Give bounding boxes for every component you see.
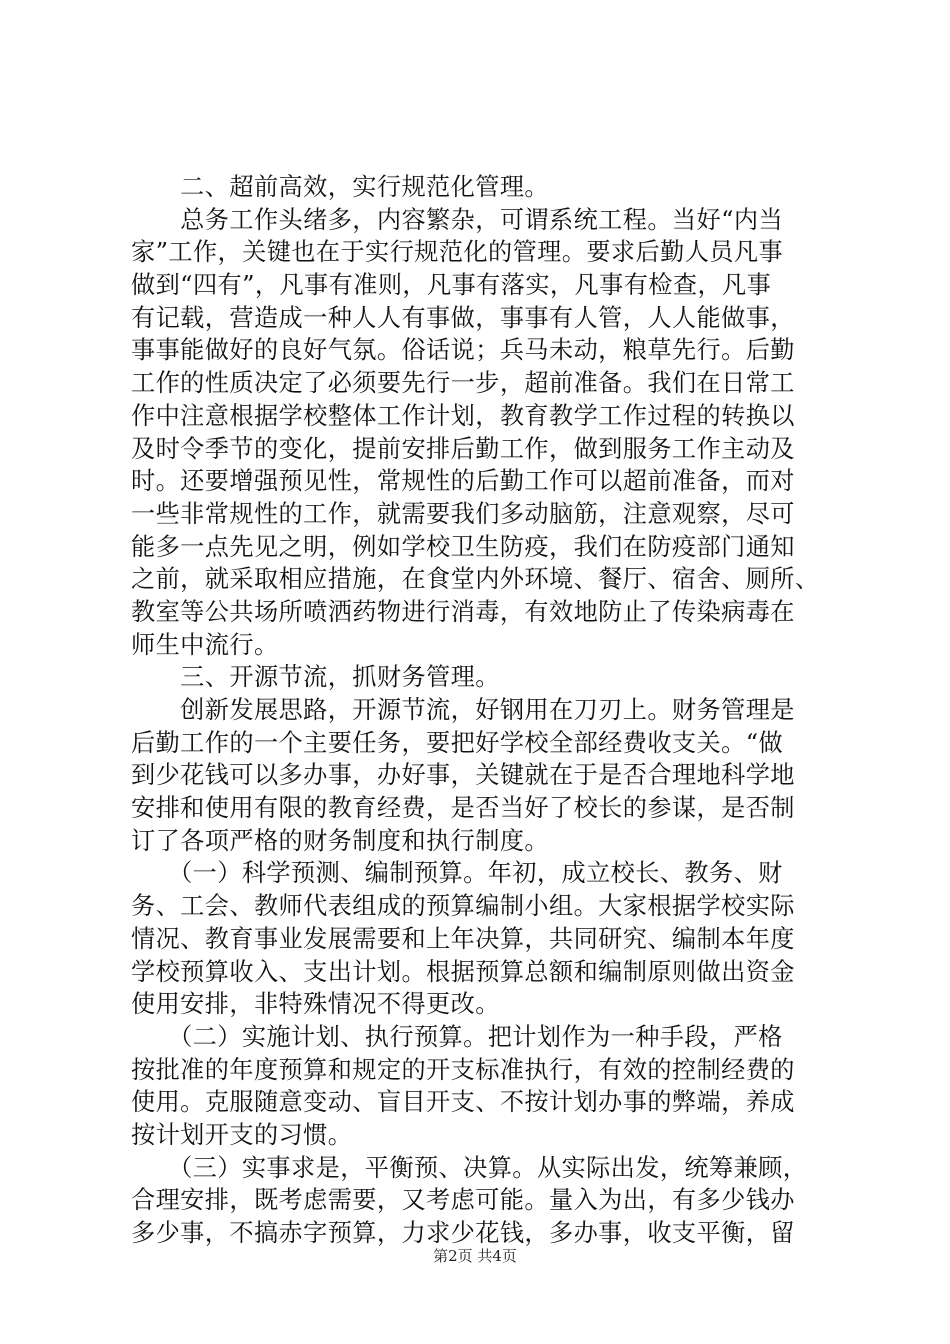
text-line: 做到“四有”，凡事有准则，凡事有落实，凡事有检查，凡事 xyxy=(131,271,772,300)
text-line: 及时令季节的变化，提前安排后勤工作，做到服务工作主动及 xyxy=(131,434,795,463)
text-line: 使用。克服随意变动、盲目开支、不按计划办事的弊端，养成 xyxy=(131,1088,795,1117)
text-line: 教室等公共场所喷洒药物进行消毒，有效地防止了传染病毒在 xyxy=(131,597,795,626)
text-line: 使用安排，非特殊情况不得更改。 xyxy=(131,990,500,1019)
text-line: 按计划开支的习惯。 xyxy=(131,1120,353,1149)
text-line: 订了各项严格的财务制度和执行制度。 xyxy=(131,826,549,855)
text-line: 后勤工作的一个主要任务，要把好学校全部经费收支关。“做 xyxy=(131,728,784,757)
text-line: 三、开源节流，抓财务管理。 xyxy=(131,663,500,692)
text-line: （二）实施计划、执行预算。把计划作为一种手段，严格 xyxy=(131,1022,783,1051)
text-line: 事事能做好的良好气氛。俗话说；兵马未动，粮草先行。后勤 xyxy=(131,336,795,365)
text-line: 家”工作，关键也在于实行规范化的管理。要求后勤人员凡事 xyxy=(131,238,784,267)
text-line: 能多一点先见之明，例如学校卫生防疫，我们在防疫部门通知 xyxy=(131,532,795,561)
page-footer: 第2页 共4页 xyxy=(433,1247,517,1265)
text-line: 安排和使用有限的教育经费，是否当好了校长的参谋，是否制 xyxy=(131,794,795,823)
text-line: 到少花钱可以多办事，办好事，关键就在于是否合理地科学地 xyxy=(131,761,795,790)
text-line: 一些非常规性的工作，就需要我们多动脑筋，注意观察，尽可 xyxy=(131,499,795,528)
text-line: 二、超前高效，实行规范化管理。 xyxy=(131,173,549,201)
text-line: 学校预算收入、支出计划。根据预算总额和编制原则做出资金 xyxy=(131,957,795,986)
text-line: 时。还要增强预见性，常规性的后勤工作可以超前准备，而对 xyxy=(131,467,795,496)
text-line: 多少事，不搞赤字预算，力求少花钱，多办事，收支平衡，留 xyxy=(131,1219,795,1247)
text-line: 按批准的年度预算和规定的开支标准执行，有效的控制经费的 xyxy=(131,1055,795,1084)
text-line: 有记载，营造成一种人人有事做，事事有人管，人人能做事， xyxy=(131,303,795,332)
text-line: 之前，就采取相应措施，在食堂内外环境、餐厅、宿舍、厕所、 xyxy=(131,565,820,594)
text-line: 创新发展思路，开源节流，好钢用在刀刃上。财务管理是 xyxy=(131,696,795,724)
text-line: 务、工会、教师代表组成的预算编制小组。大家根据学校实际 xyxy=(131,892,795,921)
text-line: （一）科学预测、编制预算。年初，成立校长、教务、财 xyxy=(131,859,783,888)
text-line: 情况、教育事业发展需要和上年决算，共同研究、编制本年度 xyxy=(131,924,795,953)
body-text xyxy=(131,171,831,1250)
text-line: 作中注意根据学校整体工作计划，教育教学工作过程的转换以 xyxy=(131,401,795,430)
text-line: 合理安排，既考虑需要，又考虑可能。量入为出，有多少钱办 xyxy=(131,1186,795,1215)
text-line: （三）实事求是，平衡预、决算。从实际出发，统筹兼顾， xyxy=(131,1153,808,1182)
text-line: 工作的性质决定了必须要先行一步，超前准备。我们在日常工 xyxy=(131,369,795,398)
text-line: 师生中流行。 xyxy=(131,630,279,659)
text-line: 总务工作头绪多，内容繁杂，可谓系统工程。当好“内当 xyxy=(131,205,784,234)
